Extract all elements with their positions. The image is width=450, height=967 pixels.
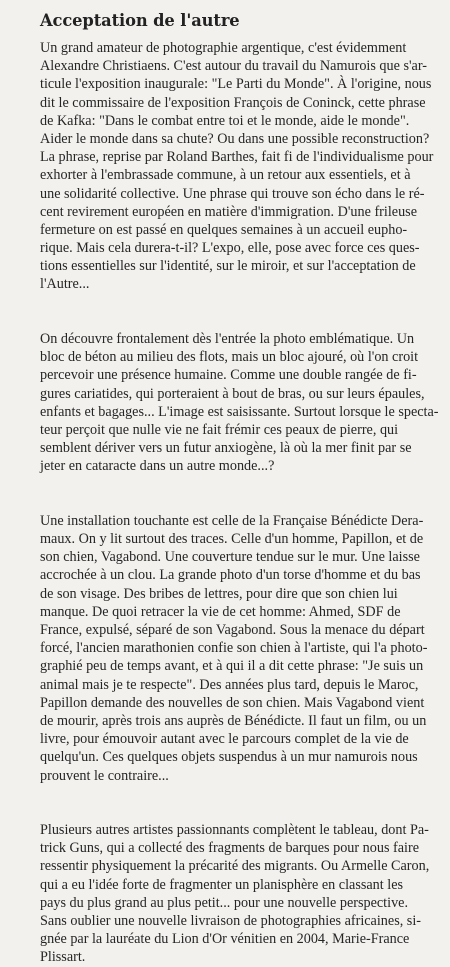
paragraph-spacer bbox=[40, 785, 412, 821]
paragraph-line: enfants et bagages... L'image est saisissante. Surtout lorsque le specta- bbox=[40, 403, 439, 420]
paragraph-line: Plissart. bbox=[40, 949, 86, 966]
paragraph-line: dit le commissaire de l'exposition François de Coninck, cette phrase bbox=[40, 94, 426, 111]
paragraph-spacer bbox=[40, 476, 412, 512]
paragraph-line: rique. Mais cela durera-t-il? L'expo, elle, pose avec force ces ques- bbox=[40, 240, 420, 257]
paragraph-line: maux. On y lit surtout des traces. Celle d'un homme, Papillon, et de bbox=[40, 531, 424, 548]
paragraph-line: l'Autre... bbox=[40, 276, 90, 293]
article-paragraph bbox=[40, 39, 434, 294]
paragraph-line: Aider le monde dans sa chute? Ou dans une possible reconstruction? bbox=[40, 130, 430, 147]
paragraph-line: ticule l'exposition inaugurale: "Le Parti du Monde". À l'origine, nous bbox=[40, 76, 432, 93]
paragraph-line: tions essentielles sur l'identité, sur le miroir, et sur l'acceptation de bbox=[40, 258, 416, 275]
paragraph-line: pays du plus grand au plus petit... pour une nouvelle perspective. bbox=[40, 894, 409, 911]
paragraph-line: teur perçoit que nulle vie ne fait frémir ces peaux de pierre, qui bbox=[40, 421, 399, 438]
paragraph-line: Papillon demande des nouvelles de son chien. Mais Vagabond vient bbox=[40, 694, 425, 711]
paragraph-line: de mourir, après trois ans auprès de Bénédicte. Il faut un film, ou un bbox=[40, 712, 427, 729]
paragraph-line: semblent dériver vers un futur anxiogène, là où la mer finit par se bbox=[40, 440, 412, 457]
paragraph-line: On découvre frontalement dès l'entrée la photo emblématique. Un bbox=[40, 331, 415, 348]
paragraph-line: Alexandre Christiaens. C'est autour du travail du Namurois que s'ar- bbox=[40, 58, 428, 75]
article-title: Acceptation de l'autre bbox=[40, 11, 240, 30]
article-paragraph bbox=[40, 821, 430, 967]
paragraph-line: Sans oublier une nouvelle livraison de photographies africaines, si- bbox=[40, 913, 421, 930]
article-paragraph bbox=[40, 330, 439, 476]
paragraph-line: manque. De quoi retracer la vie de cet homme: Ahmed, SDF de bbox=[40, 603, 401, 620]
paragraph-line: de Kafka: "Dans le combat entre toi et le monde, aide le monde". bbox=[40, 112, 410, 129]
paragraph-line: son chien, Vagabond. Une couverture tendue sur le mur. Une laisse bbox=[40, 549, 420, 566]
paragraph-line: qui a eu l'idée forte de fragmenter un planisphère en classant les bbox=[40, 876, 404, 893]
paragraph-line: La phrase, reprise par Roland Barthes, fait fi de l'individualisme pour bbox=[40, 149, 434, 166]
paragraph-line: gures cariatides, qui porteraient à bout de bras, ou sur leurs épaules, bbox=[40, 385, 425, 402]
paragraph-line: bloc de béton au milieu des flots, mais un bloc ajouré, où l'on croit bbox=[40, 349, 419, 366]
paragraph-line: une solidarité collective. Une phrase qui trouve son écho dans le ré- bbox=[40, 185, 425, 202]
paragraph-spacer bbox=[40, 294, 412, 330]
paragraph-line: animal mais je te respecte". Des années plus tard, depuis le Maroc, bbox=[40, 676, 419, 693]
paragraph-line: Un grand amateur de photographie argentique, c'est évidemment bbox=[40, 40, 407, 56]
paragraph-line: France, expulsé, séparé de son Vagabond. Sous la menace du départ bbox=[40, 622, 425, 639]
paragraph-line: de son visage. Des bribes de lettres, pour dire que son chien lui bbox=[40, 585, 398, 602]
paragraph-line: prouvent le contraire... bbox=[40, 767, 169, 784]
paragraph-line: Une installation touchante est celle de la Française Bénédicte Dera- bbox=[40, 512, 424, 529]
article-paragraph bbox=[40, 512, 428, 785]
paragraph-line: percevoir une présence humaine. Comme une double rangée de fi- bbox=[40, 367, 417, 384]
paragraph-line: livre, pour émouvoir autant avec le parcours complet de la vie de bbox=[40, 731, 409, 748]
paragraph-line: ressentir physiquement la précarité des migrants. Ou Armelle Caron, bbox=[40, 858, 430, 875]
paragraph-line: graphié peu de temps avant, et à qui il a dit cette phrase: "Je suis un bbox=[40, 658, 424, 675]
paragraph-line: accrochée à un clou. La grande photo d'un torse d'homme et du bas bbox=[40, 567, 421, 584]
paragraph-line: Plusieurs autres artistes passionnants complètent le tableau, dont Pa- bbox=[40, 822, 429, 839]
paragraph-line: cent revirement européen en matière d'immigration. D'une frileuse bbox=[40, 203, 417, 220]
paragraph-line: jeter en cataracte dans un autre monde...? bbox=[40, 458, 275, 475]
paragraph-line: trick Guns, qui a collecté des fragments de barques pour nous faire bbox=[40, 840, 419, 857]
paragraph-line: quelqu'un. Ces quelques objets suspendus à un mur namurois nous bbox=[40, 749, 418, 766]
paragraph-line: exhorter à l'embrassade commune, à un retour aux essentiels, et à bbox=[40, 167, 411, 184]
paragraph-line: gnée par la lauréate du Lion d'Or vénitien en 2004, Marie-France bbox=[40, 931, 410, 948]
article-body bbox=[40, 39, 439, 967]
paragraph-line: fermeture on est passé en quelques semaines à un accueil eupho- bbox=[40, 221, 408, 238]
paragraph-line: forcé, l'ancien marathonien confie son chien à l'artiste, qui l'a photo- bbox=[40, 640, 428, 657]
